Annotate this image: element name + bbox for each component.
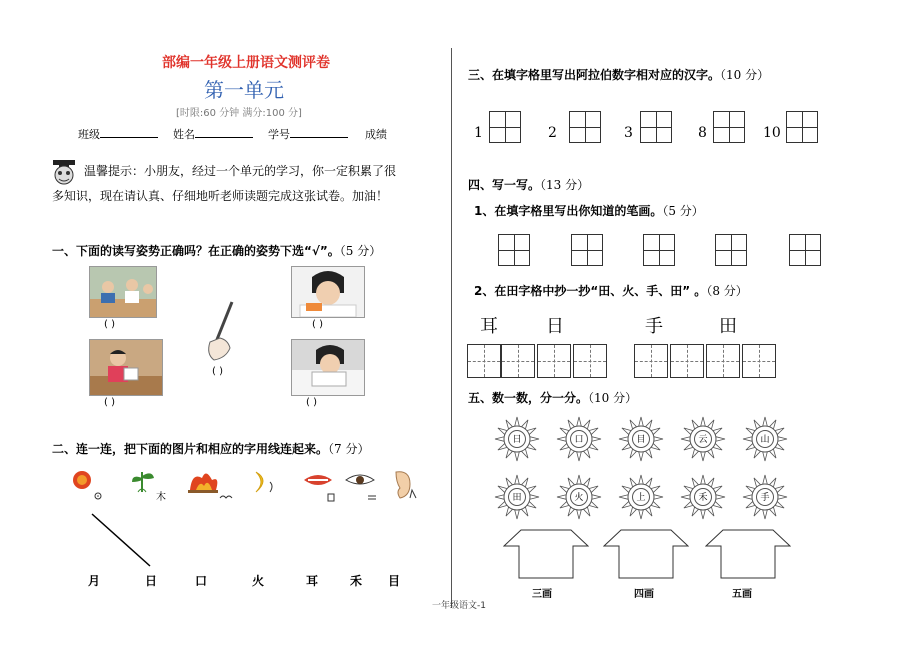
answer-blank-3[interactable]: ( ) [104, 397, 115, 408]
answer-blank-4[interactable]: ( ) [312, 319, 323, 330]
match-char-4[interactable]: 火 [252, 574, 265, 588]
sun-icon-2-2[interactable] [556, 474, 602, 520]
fire-picture-icon [188, 473, 232, 498]
sun-char-label: 目 [636, 435, 646, 445]
sun-icon-2-5[interactable] [742, 474, 788, 520]
sun-icon-2-3[interactable] [618, 474, 664, 520]
reading-posture-photo-4 [291, 339, 365, 396]
question-4-1-title: 1、在填字格里写出你知道的笔画。（5 分） [474, 204, 704, 218]
id-blank[interactable] [290, 127, 348, 138]
category-box-3-strokes[interactable] [503, 528, 589, 580]
number-label-4: 8 [698, 125, 707, 141]
question-4-2-title: 2、在田字格中抄一抄“田、火、手、田” 。（8 分） [474, 284, 748, 298]
category-box-5-strokes[interactable] [705, 528, 791, 580]
picture-row [70, 468, 440, 504]
match-char-5[interactable]: 耳 [306, 574, 319, 588]
category-label-4-strokes: 四画 [634, 589, 654, 600]
sun-char-label: 云 [698, 435, 708, 445]
answer-blank-1[interactable]: ( ) [104, 319, 115, 330]
answer-blank-2[interactable]: ( ) [212, 366, 223, 377]
tian-grid-3[interactable] [537, 344, 571, 378]
reading-posture-photo-1 [89, 266, 157, 318]
sun-char-label: 日 [512, 435, 522, 445]
copy-char-1: 耳 [480, 316, 498, 337]
tian-grid-1[interactable] [467, 344, 501, 378]
moon-picture-icon [256, 472, 272, 492]
eye-picture-icon [346, 475, 376, 499]
copy-char-4: 田 [719, 316, 737, 337]
stroke-grid-4[interactable] [715, 234, 747, 266]
sample-connecting-line [88, 510, 158, 570]
mascot-icon [50, 160, 78, 186]
question-2-title: 二、连一连，把下面的图片和相应的字用线连起来。（7 分） [52, 442, 370, 456]
question-3-title: 三、在填字格里写出阿拉伯数字相对应的汉字。（10 分） [468, 68, 770, 82]
sun-icon-1-4[interactable] [680, 416, 726, 462]
tian-grid-2[interactable] [501, 344, 535, 378]
stroke-grid-3[interactable] [643, 234, 675, 266]
field-class-label: 班级 [78, 128, 100, 141]
stroke-grid-5[interactable] [789, 234, 821, 266]
tian-grid-7[interactable] [706, 344, 740, 378]
answer-grid-4[interactable] [713, 111, 745, 143]
match-char-2[interactable]: 日 [145, 574, 158, 588]
sun-char-label: 山 [760, 435, 770, 445]
question-4-title: 四、写一写。（13 分） [468, 178, 590, 192]
sun-char-label: 禾 [698, 493, 708, 503]
stroke-grid-2[interactable] [571, 234, 603, 266]
stroke-grid-1[interactable] [498, 234, 530, 266]
sun-char-label: 上 [636, 493, 646, 503]
sun-icon-2-1[interactable] [494, 474, 540, 520]
reading-posture-photo-2 [291, 266, 365, 318]
tip-line-1: 温馨提示：小朋友，经过一个单元的学习，你一定积累了很 [84, 164, 397, 178]
copy-char-2: 日 [546, 316, 564, 337]
svg-text:木: 木 [156, 492, 166, 503]
pencil-grip-drawing [204, 300, 238, 362]
category-label-3-strokes: 三画 [532, 589, 552, 600]
answer-grid-5[interactable] [786, 111, 818, 143]
question-5-title: 五、数一数，分一分。（10 分） [468, 391, 638, 405]
match-char-6[interactable]: 禾 [350, 574, 363, 588]
copy-char-3: 手 [645, 316, 663, 337]
sun-char-label: 口 [574, 435, 584, 445]
number-label-1: 1 [474, 125, 483, 141]
number-label-5: 10 [763, 125, 781, 141]
tian-grid-4[interactable] [573, 344, 607, 378]
answer-grid-2[interactable] [569, 111, 601, 143]
number-label-2: 2 [548, 125, 557, 141]
answer-grid-1[interactable] [489, 111, 521, 143]
sun-char-label: 手 [760, 493, 770, 503]
exam-title: 部编一年级上册语文测评卷 [162, 55, 330, 71]
category-box-4-strokes[interactable] [603, 528, 689, 580]
sun-char-label: 火 [574, 493, 584, 503]
category-label-5-strokes: 五画 [732, 589, 752, 600]
field-name-label: 姓名 [173, 128, 195, 141]
sun-char-label: 田 [512, 493, 522, 503]
match-char-1[interactable]: 月 [88, 574, 101, 588]
tip-line-2: 多知识，现在请认真、仔细地听老师读题完成这张试卷。加油！ [52, 189, 389, 203]
question-1-title: 一、下面的读写姿势正确吗？在正确的姿势下选“√”。（5 分） [52, 244, 382, 258]
tian-grid-6[interactable] [670, 344, 704, 378]
reading-posture-photo-3 [89, 339, 163, 396]
page-footer: 一年级语文-1 [432, 601, 486, 611]
name-blank[interactable] [195, 127, 253, 138]
sun-icon-1-5[interactable] [742, 416, 788, 462]
exam-meta: [时限:60 分钟 满分:100 分] [176, 108, 302, 119]
tian-grid-8[interactable] [742, 344, 776, 378]
sun-icon-1-2[interactable] [556, 416, 602, 462]
field-id-label: 学号 [268, 128, 290, 141]
sprout-picture-icon [132, 472, 166, 503]
ear-picture-icon [396, 472, 416, 498]
sun-picture-icon [73, 471, 101, 499]
answer-blank-5[interactable]: ( ) [306, 397, 317, 408]
student-info-row [78, 126, 387, 142]
unit-title: 第一单元 [204, 78, 284, 102]
field-score-label: 成绩 [365, 128, 387, 141]
sun-icon-2-4[interactable] [680, 474, 726, 520]
mouth-picture-icon [304, 475, 334, 501]
sun-icon-1-1[interactable] [494, 416, 540, 462]
match-char-3[interactable]: 口 [195, 574, 208, 588]
column-divider [451, 48, 452, 608]
class-blank[interactable] [100, 127, 158, 138]
tian-grid-5[interactable] [634, 344, 668, 378]
number-label-3: 3 [624, 125, 633, 141]
match-char-7[interactable]: 目 [388, 574, 401, 588]
sun-icon-1-3[interactable] [618, 416, 664, 462]
answer-grid-3[interactable] [640, 111, 672, 143]
